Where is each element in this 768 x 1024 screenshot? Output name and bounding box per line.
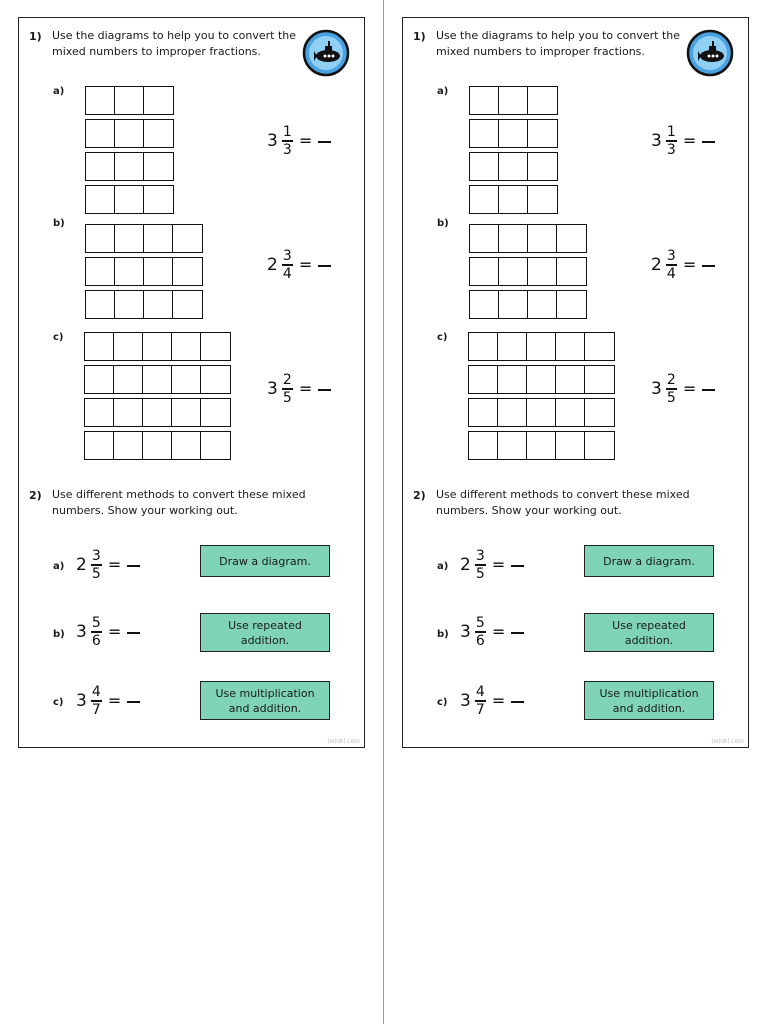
mixed-number — [651, 125, 715, 157]
diagram-cell — [143, 399, 172, 426]
part-label: b) — [53, 629, 65, 640]
diagram-cell — [115, 258, 144, 285]
numerator: 1 — [666, 124, 676, 140]
diagram-cell — [114, 432, 143, 459]
numerator: 5 — [475, 615, 485, 631]
diagram-row — [469, 119, 558, 148]
whole-number: 3 — [651, 378, 662, 399]
equals-sign: = — [491, 691, 506, 711]
question-2-number: 2) — [29, 489, 42, 502]
answer-blank — [511, 565, 524, 567]
numerator: 4 — [91, 684, 101, 700]
whole-number: 3 — [267, 378, 278, 399]
part-label: c) — [53, 697, 64, 708]
diagram-row — [85, 152, 174, 181]
diagram-cell — [528, 153, 557, 180]
answer-blank — [318, 141, 331, 143]
diagram-cell — [201, 432, 230, 459]
whole-number: 3 — [267, 130, 278, 151]
diagram-cell — [85, 399, 114, 426]
diagram-row — [85, 224, 203, 253]
diagram-cell — [86, 87, 115, 114]
diagram-cell — [498, 399, 527, 426]
fraction — [475, 549, 486, 581]
numerator: 5 — [91, 615, 101, 631]
diagram-cell — [470, 120, 499, 147]
answer-blank — [318, 389, 331, 391]
method-hint-box: Use multiplication and addition. — [200, 681, 330, 720]
part-label: c) — [437, 332, 448, 343]
denominator: 6 — [91, 632, 101, 649]
part-label: a) — [53, 561, 65, 572]
numerator: 2 — [666, 372, 676, 388]
diagram-cell — [144, 186, 173, 213]
question-2-text: Use different methods to convert these mixed numbers. Show your working out. — [436, 488, 690, 517]
fraction — [91, 685, 102, 717]
answer-blank — [702, 389, 715, 391]
whole-number: 2 — [267, 254, 278, 275]
denominator: 7 — [91, 701, 101, 718]
diagram-cell — [557, 258, 586, 285]
equals-sign: = — [491, 622, 506, 642]
question-1-text: Use the diagrams to help you to convert the mixed numbers to improper fractions. — [436, 29, 681, 58]
diagram-cell — [115, 87, 144, 114]
diagram-cell — [498, 432, 527, 459]
answer-blank — [127, 632, 140, 634]
method-hint-box: Use multiplication and addition. — [584, 681, 714, 720]
method-hint-box: Use repeated addition. — [200, 613, 330, 652]
part-label: c) — [437, 697, 448, 708]
equals-sign: = — [107, 555, 122, 575]
diagram-row — [468, 365, 615, 394]
diagram-cell — [499, 120, 528, 147]
numerator: 3 — [475, 548, 485, 564]
mixed-number — [460, 616, 524, 648]
diagram-cell — [557, 225, 586, 252]
question-1-number: 1) — [413, 30, 426, 43]
equals-sign: = — [682, 255, 697, 275]
diagram-cell — [469, 432, 498, 459]
diagram-cell — [470, 87, 499, 114]
question-2-text: Use different methods to convert these mixed numbers. Show your working out. — [52, 488, 306, 517]
diagram-cell — [114, 333, 143, 360]
denominator: 5 — [666, 389, 676, 406]
diagram-cell — [499, 87, 528, 114]
diagram-cell — [144, 225, 173, 252]
diagram-cell — [556, 333, 585, 360]
diagram-cell — [115, 153, 144, 180]
diagram-cell — [556, 432, 585, 459]
answer-blank — [702, 265, 715, 267]
answer-blank — [702, 141, 715, 143]
diagram-cell — [86, 186, 115, 213]
whole-number: 3 — [460, 621, 471, 642]
diagram-row — [468, 398, 615, 427]
diagram-cell — [470, 258, 499, 285]
diagram-cell — [144, 120, 173, 147]
numerator: 3 — [666, 248, 676, 264]
diagram-cell — [143, 333, 172, 360]
equals-sign: = — [682, 131, 697, 151]
diagram-cell — [470, 186, 499, 213]
diagram-cell — [470, 153, 499, 180]
diagram-row — [468, 332, 615, 361]
denominator: 5 — [282, 389, 292, 406]
diagram-cell — [86, 120, 115, 147]
diagram-cell — [114, 399, 143, 426]
diagram-row — [469, 257, 587, 286]
watermark: twinkl.com — [711, 738, 744, 745]
diagram-cell — [85, 366, 114, 393]
numerator: 3 — [91, 548, 101, 564]
part-label: a) — [437, 561, 449, 572]
diagram-row — [84, 332, 231, 361]
fraction — [475, 616, 486, 648]
fraction — [666, 249, 677, 281]
diagram-cell — [528, 225, 557, 252]
fraction — [282, 373, 293, 405]
diagram-cell — [585, 399, 614, 426]
part-label: b) — [53, 218, 65, 229]
question-1-text: Use the diagrams to help you to convert the mixed numbers to improper fractions. — [52, 29, 297, 58]
diagram-cell — [499, 291, 528, 318]
diagram-cell — [527, 432, 556, 459]
question-2-number: 2) — [413, 489, 426, 502]
diagram-cell — [115, 120, 144, 147]
whole-number: 2 — [651, 254, 662, 275]
diagram-cell — [469, 399, 498, 426]
diagram-cell — [470, 225, 499, 252]
method-hint-box: Use repeated addition. — [584, 613, 714, 652]
mixed-number — [460, 549, 524, 581]
diagram-cell — [172, 432, 201, 459]
part-label: c) — [53, 332, 64, 343]
diagram-cell — [173, 291, 202, 318]
diagram-row — [84, 431, 231, 460]
diagram-cell — [172, 333, 201, 360]
diagram-row — [469, 185, 558, 214]
diagram-cell — [499, 225, 528, 252]
fraction — [666, 373, 677, 405]
denominator: 6 — [475, 632, 485, 649]
diagram-cell — [499, 186, 528, 213]
part-label: b) — [437, 218, 449, 229]
denominator: 5 — [475, 565, 485, 582]
diagram-cell — [85, 432, 114, 459]
fraction-diagram — [468, 332, 615, 460]
watermark: twinkl.com — [327, 738, 360, 745]
mixed-number — [76, 685, 140, 717]
fraction-diagram — [469, 86, 558, 214]
mixed-number — [267, 249, 331, 281]
part-label: b) — [437, 629, 449, 640]
diagram-cell — [172, 399, 201, 426]
diagram-cell — [201, 333, 230, 360]
answer-blank — [511, 701, 524, 703]
diagram-cell — [86, 258, 115, 285]
denominator: 7 — [475, 701, 485, 718]
method-hint-box: Draw a diagram. — [584, 545, 714, 577]
diagram-cell — [115, 186, 144, 213]
mixed-number — [651, 373, 715, 405]
part-label: a) — [437, 86, 449, 97]
diagram-cell — [143, 366, 172, 393]
denominator: 3 — [666, 141, 676, 158]
diagram-cell — [173, 258, 202, 285]
diagram-cell — [585, 333, 614, 360]
whole-number: 3 — [76, 621, 87, 642]
numerator: 3 — [282, 248, 292, 264]
diagram-row — [84, 398, 231, 427]
diagram-cell — [144, 291, 173, 318]
diagram-cell — [143, 432, 172, 459]
diagram-cell — [144, 87, 173, 114]
diagram-cell — [527, 366, 556, 393]
diagram-cell — [115, 291, 144, 318]
fraction-diagram — [85, 224, 203, 319]
whole-number: 2 — [460, 554, 471, 575]
whole-number: 3 — [460, 690, 471, 711]
fraction-diagram — [84, 332, 231, 460]
diagram-cell — [172, 366, 201, 393]
diagram-cell — [557, 291, 586, 318]
mixed-number — [76, 616, 140, 648]
mixed-number — [267, 125, 331, 157]
numerator: 1 — [282, 124, 292, 140]
diagram-row — [85, 185, 174, 214]
fraction — [91, 616, 102, 648]
method-hint-box: Draw a diagram. — [200, 545, 330, 577]
diagram-row — [469, 86, 558, 115]
whole-number: 2 — [76, 554, 87, 575]
diagram-cell — [201, 399, 230, 426]
mixed-number — [651, 249, 715, 281]
fraction — [282, 125, 293, 157]
diagram-cell — [498, 333, 527, 360]
diagram-row — [85, 86, 174, 115]
diagram-row — [84, 365, 231, 394]
equals-sign: = — [491, 555, 506, 575]
diagram-row — [469, 224, 587, 253]
worksheet-right — [402, 17, 749, 748]
numerator: 4 — [475, 684, 485, 700]
diagram-cell — [528, 186, 557, 213]
diagram-cell — [499, 258, 528, 285]
whole-number: 3 — [76, 690, 87, 711]
diagram-cell — [556, 366, 585, 393]
diagram-row — [85, 257, 203, 286]
submarine-icon — [302, 29, 350, 77]
diagram-cell — [527, 399, 556, 426]
equals-sign: = — [298, 379, 313, 399]
diagram-cell — [528, 120, 557, 147]
diagram-cell — [469, 333, 498, 360]
worksheet-left — [18, 17, 365, 748]
submarine-icon — [686, 29, 734, 77]
fraction-diagram — [85, 86, 174, 214]
diagram-cell — [585, 432, 614, 459]
diagram-row — [468, 431, 615, 460]
fraction — [475, 685, 486, 717]
diagram-cell — [556, 399, 585, 426]
diagram-cell — [86, 225, 115, 252]
fraction — [282, 249, 293, 281]
whole-number: 3 — [651, 130, 662, 151]
diagram-row — [85, 290, 203, 319]
equals-sign: = — [298, 131, 313, 151]
diagram-cell — [499, 153, 528, 180]
diagram-cell — [527, 333, 556, 360]
denominator: 3 — [282, 141, 292, 158]
equals-sign: = — [682, 379, 697, 399]
equals-sign: = — [298, 255, 313, 275]
numerator: 2 — [282, 372, 292, 388]
answer-blank — [511, 632, 524, 634]
diagram-cell — [115, 225, 144, 252]
part-label: a) — [53, 86, 65, 97]
diagram-cell — [86, 153, 115, 180]
diagram-cell — [528, 87, 557, 114]
diagram-cell — [585, 366, 614, 393]
diagram-cell — [528, 258, 557, 285]
diagram-cell — [469, 366, 498, 393]
diagram-cell — [85, 333, 114, 360]
page-divider — [383, 0, 384, 1024]
diagram-cell — [470, 291, 499, 318]
question-1-number: 1) — [29, 30, 42, 43]
denominator: 5 — [91, 565, 101, 582]
diagram-cell — [498, 366, 527, 393]
diagram-cell — [144, 153, 173, 180]
diagram-cell — [86, 291, 115, 318]
mixed-number — [267, 373, 331, 405]
answer-blank — [127, 701, 140, 703]
equals-sign: = — [107, 691, 122, 711]
diagram-cell — [114, 366, 143, 393]
diagram-cell — [528, 291, 557, 318]
answer-blank — [318, 265, 331, 267]
fraction — [91, 549, 102, 581]
diagram-cell — [144, 258, 173, 285]
mixed-number — [460, 685, 524, 717]
denominator: 4 — [666, 265, 676, 282]
answer-blank — [127, 565, 140, 567]
diagram-row — [469, 152, 558, 181]
diagram-cell — [173, 225, 202, 252]
mixed-number — [76, 549, 140, 581]
diagram-row — [469, 290, 587, 319]
fraction — [666, 125, 677, 157]
equals-sign: = — [107, 622, 122, 642]
denominator: 4 — [282, 265, 292, 282]
diagram-row — [85, 119, 174, 148]
diagram-cell — [201, 366, 230, 393]
fraction-diagram — [469, 224, 587, 319]
